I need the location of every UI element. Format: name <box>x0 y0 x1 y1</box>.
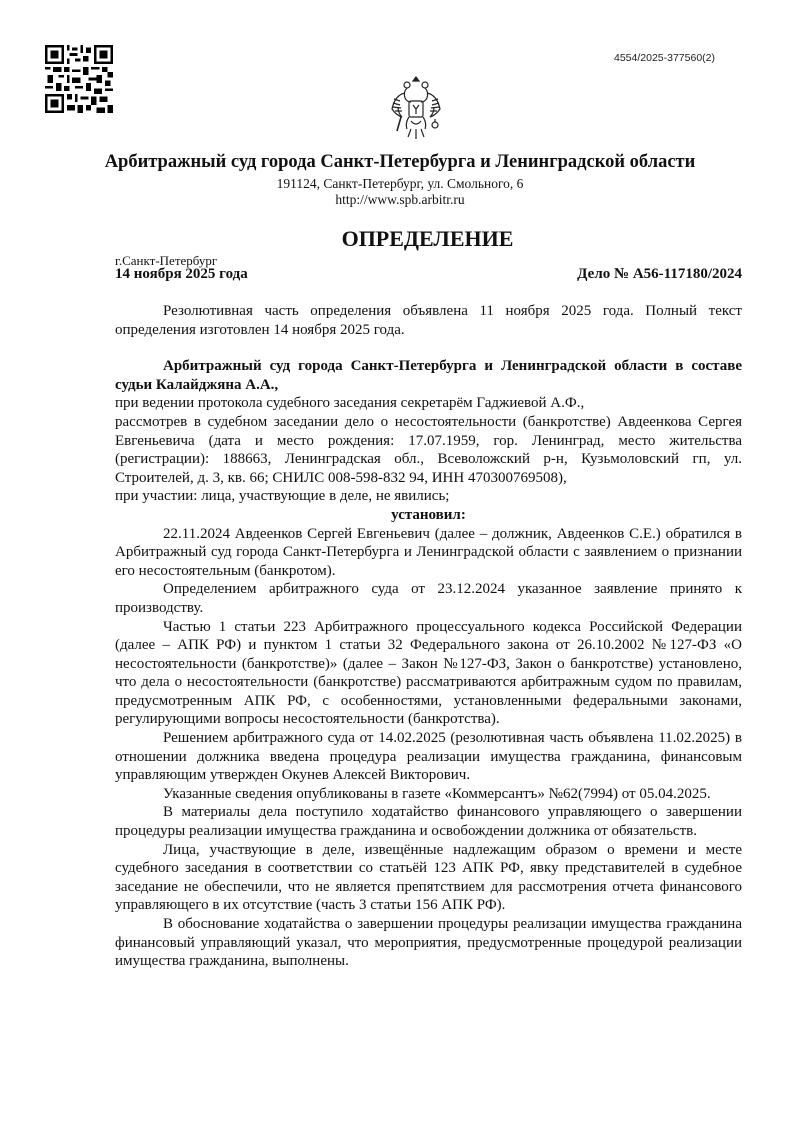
court-name: Арбитражный суд города Санкт-Петербурга и Ленинградской области <box>104 152 696 172</box>
body-paragraph: Решением арбитражного суда от 14.02.2025 (резолютивная часть объявлена 11.02.2025) в отношении должника введена процедура реализации имущества гражданина, финансовым управляющим утвержден Окунев Алексей Викторович. <box>115 730 742 784</box>
body-paragraph: Частью 1 статьи 223 Арбитражного процессуального кодекса Российской Федерации (далее – АПК РФ) и пунктом 1 статьи 32 Федерального закона от 26.10.2002 №127-ФЗ «О несостоятельности (банкротстве)» (далее – Закон №127-ФЗ, Закон о банкротстве) установлено, что дела о несостоятельности (банкротстве) рассматриваются арбитражным судом по правилам, предусмотренным АПК РФ, с особенностями, установленными федеральными законами, регулирующими вопросы несостоятельности (банкротства). <box>115 618 742 728</box>
court-composition: Арбитражный суд города Санкт-Петербурга и Ленинградской области в составе судьи Калайджяна А.А., <box>115 358 742 393</box>
case-subject: рассмотрев в судебном заседании дело о несостоятельности (банкротстве) Авдеенкова Сергея Евгеньевича (дата и место рождения: 17.07.1959, гор. Ленинград, место жительства (регистрации): 188663, Ленинградская обл., Всеволожский р-н, Кузьмоловский гп, ул. Строителей, д. 3, кв. 66; СНИЛС 008-598-832 94, ИНН 470300769508), <box>115 413 742 486</box>
court-website-link[interactable]: http://www.spb.arbitr.ru <box>335 192 465 207</box>
secretary-line: при ведении протокола судебного заседания секретарём Гаджиевой А.Ф., <box>115 395 585 412</box>
court-address: 191124, Санкт-Петербург, ул. Смольного, 6 <box>276 176 524 191</box>
intro-paragraph: Резолютивная часть определения объявлена 11 ноября 2025 года. Полный текст определения изготовлен 14 ноября 2025 года. <box>115 303 742 338</box>
qr-code-icon <box>45 45 113 113</box>
document-registration-number: 4554/2025-377560(2) <box>614 52 716 64</box>
participants-line: при участии: лица, участвующие в деле, не явились; <box>115 488 450 505</box>
body-paragraph: Определением арбитражного суда от 23.12.2024 указанное заявление принято к производству. <box>115 581 742 616</box>
body-paragraph: Указанные сведения опубликованы в газете «Коммерсантъ» №62(7994) от 05.04.2025. <box>163 785 711 802</box>
coat-of-arms-icon <box>389 73 443 145</box>
document-date: 14 ноября 2025 года <box>115 266 248 282</box>
document-body <box>115 302 742 971</box>
case-number: Дело № А56-117180/2024 <box>577 266 742 282</box>
body-paragraph: Лица, участвующие в деле, извещённые надлежащим образом о времени и месте судебного заседания в соответствии со статьёй 123 АПК РФ, явку представителей в судебное заседание не обеспечили, что не является препятствием для рассмотрения отчета финансового управляющего в их отсутствие (часть 3 статьи 156 АПК РФ). <box>115 841 742 914</box>
body-paragraph: 22.11.2024 Авдеенков Сергей Евгеньевич (далее – должник, Авдеенков С.Е.) обратился в Арбитражный суд города Санкт-Петербурга и Ленинградской области с заявлением о признании его несостоятельным (банкротом). <box>115 525 742 579</box>
document-title: ОПРЕДЕЛЕНИЕ <box>341 226 514 251</box>
document-city: г.Санкт-Петербург <box>115 253 218 268</box>
established-heading: установил: <box>391 506 466 523</box>
body-paragraph: В обоснование ходатайства о завершении процедуры реализации имущества гражданина финансовый управляющий указал, что мероприятия, предусмотренные процедурой реализации имущества гражданина, выполнены. <box>115 916 742 970</box>
body-paragraph: В материалы дела поступило ходатайство финансового управляющего о завершении процедуры реализации имущества гражданина и освобождении должника от обязательств. <box>115 804 742 840</box>
